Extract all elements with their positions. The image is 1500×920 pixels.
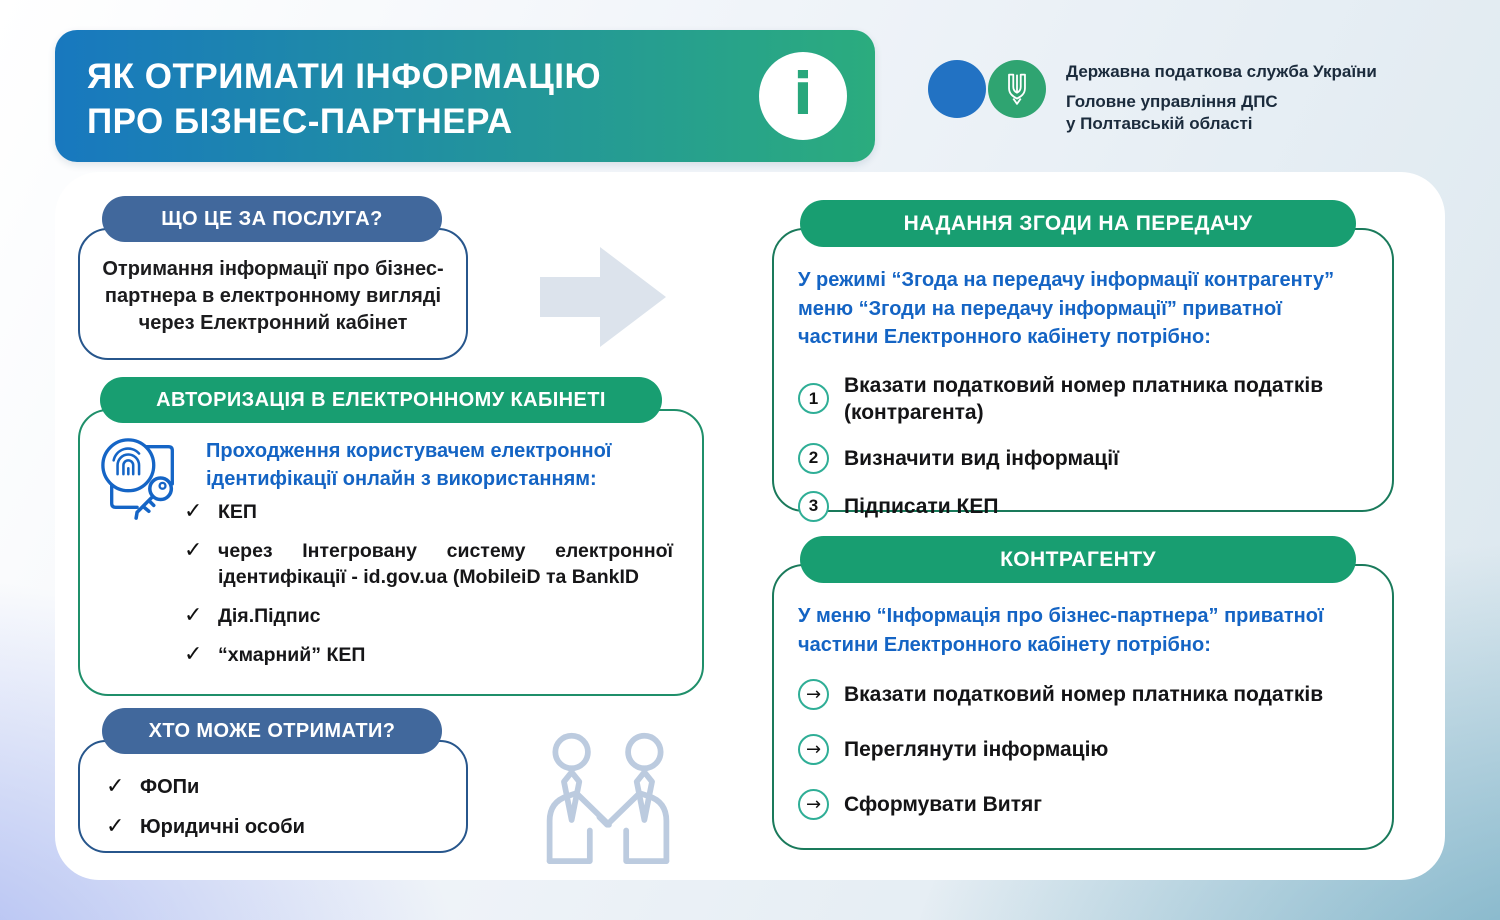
flow-arrow-icon xyxy=(540,247,666,347)
auth-box xyxy=(78,409,704,696)
auth-box-title: АВТОРИЗАЦІЯ В ЕЛЕКТРОННОМУ КАБІНЕТІ xyxy=(100,377,662,423)
who-box-title: ХТО МОЖЕ ОТРИМАТИ? xyxy=(102,708,442,754)
page-title-line2: ПРО БІЗНЕС-ПАРТНЕРА xyxy=(87,102,513,141)
service-box-title: ЩО ЦЕ ЗА ПОСЛУГА? xyxy=(102,196,442,242)
agency-name-line1: Державна податкова служба України xyxy=(1066,62,1377,81)
agency-logo xyxy=(928,60,1448,140)
agency-name-line3: у Полтавській області xyxy=(1066,114,1253,133)
check-icon: ✓ xyxy=(106,814,125,839)
contragent-box-title: КОНТРАГЕНТУ xyxy=(800,536,1356,583)
consent-box xyxy=(772,228,1394,518)
handshake-icon xyxy=(526,730,690,864)
check-icon: ✓ xyxy=(184,642,203,667)
consent-step: 1 Вказати податковий номер платника податків (контрагента) xyxy=(798,372,1366,426)
contragent-intro: У меню “Інформація про бізнес-партнера” приватної частини Електронного кабінету потрібно: xyxy=(798,605,1324,656)
contragent-step: → Вказати податковий номер платника податків xyxy=(798,679,1366,710)
agency-name-line2: Головне управління ДПС xyxy=(1066,92,1278,111)
auth-item: ✓ “хмарний” КЕП xyxy=(184,642,366,667)
fingerprint-key-icon xyxy=(98,433,186,523)
check-icon: ✓ xyxy=(184,499,203,524)
check-icon: ✓ xyxy=(184,603,203,628)
arrow-circle-icon: → xyxy=(798,679,829,710)
step-number-icon: 3 xyxy=(798,491,829,522)
header-banner xyxy=(55,30,875,162)
check-icon: ✓ xyxy=(106,774,125,799)
contragent-box xyxy=(772,564,1394,850)
who-item: ✓ ФОПи xyxy=(106,774,200,799)
service-description: Отримання інформації про бізнес-партнера в електронному вигляді через Електронний кабінет xyxy=(102,258,444,334)
contragent-step: → Сформувати Витяг xyxy=(798,789,1366,820)
who-box xyxy=(78,740,468,853)
page-title xyxy=(87,54,601,144)
page-title-line1: ЯК ОТРИМАТИ ІНФОРМАЦІЮ xyxy=(87,57,602,96)
consent-intro: У режимі “Згода на передачу інформації контрагенту” меню “Згоди на передачу інформації” приватної частини Електронного кабінету потрібно: xyxy=(798,269,1335,348)
auth-item: ✓ через Інтегровану систему електронної ідентифікації - id.gov.ua (MobileiD та BankID xyxy=(184,538,673,588)
logo-blue-circle xyxy=(928,60,986,118)
arrow-circle-icon: → xyxy=(798,789,829,820)
service-box xyxy=(78,228,468,360)
consent-box-title: НАДАННЯ ЗГОДИ НА ПЕРЕДАЧУ xyxy=(800,200,1356,247)
auth-item: ✓ Дія.Підпис xyxy=(184,603,321,628)
who-list xyxy=(80,742,466,840)
agency-name xyxy=(1066,62,1377,135)
arrow-circle-icon: → xyxy=(798,734,829,765)
consent-step: 3 Підписати КЕП xyxy=(798,491,1366,522)
check-icon: ✓ xyxy=(184,538,203,563)
auth-checklist xyxy=(184,499,676,681)
logo-trident-icon xyxy=(988,60,1046,118)
consent-step: 2 Визначити вид інформації xyxy=(798,443,1366,474)
info-icon: i xyxy=(759,52,847,140)
auth-intro: Проходження користувачем електронної ідентифікації онлайн з використанням: xyxy=(206,440,612,490)
contragent-step: → Переглянути інформацію xyxy=(798,734,1366,765)
who-item: ✓ Юридичні особи xyxy=(106,814,305,839)
step-number-icon: 1 xyxy=(798,383,829,414)
step-number-icon: 2 xyxy=(798,443,829,474)
auth-item: ✓ КЕП xyxy=(184,499,257,524)
